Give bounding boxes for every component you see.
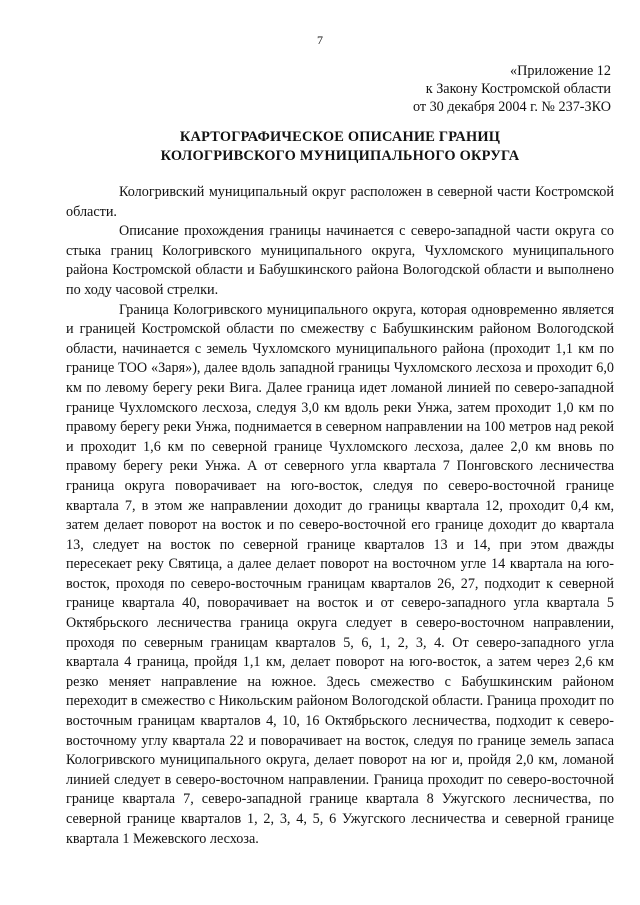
appendix-line-1: «Приложение 12 <box>510 63 611 79</box>
appendix-reference <box>413 62 611 116</box>
title-line-1: КАРТОГРАФИЧЕСКОЕ ОПИСАНИЕ ГРАНИЦ <box>179 129 501 145</box>
document-title <box>66 128 614 165</box>
page-number: 7 <box>317 33 323 47</box>
paragraph-boundary-description: Граница Кологривского муниципального округа, которая одновременно является и границей Костромской области по смежеству с Бабушкинским районом Вологодской области, начинается с земель Чухломского муниципального района (проходит 1,1 км по границе ТОО «Заря»), далее вдоль западной границы Чухломского лесхоза и проходит 6,0 км по левому берегу реки Вига. Далее граница идет ломаной линией по северо-западной границе Чухломского лесхоза, следуя 3,0 км вдоль реки Унжа, затем проходит 1,0 км по правому берегу реки Унжа, поднимается в северном направлении на 100 метров над рекой и проходит 1,6 км по северной границе Чухломского лесхоза, далее 2,0 км вновь по правому берегу реки Унжа. А от северного угла квартала 7 Понговского лесничества граница округа поворачивает на юго-восток, следуя по северо-восточной границе квартала 7, в этом же направлении доходит до границы квартала 12, проходит 0,4 км, затем делает поворот на восток и по северо-восточной его границе доходит до квартала 13, следует на восток по северной границе кварталов 13 и 14, при этом дважды пересекает реку Святица, а далее делает поворот на восточном угле 14 квартала на юго-восток, проходя по северо-восточным границам кварталов 26, 27, подходит к северной границе квартала 40, поворачивает на восток и от северо-западного угла квартала 5 Октябрьского лесничества граница округа следует в северо-восточном направлении, проходя по северным границам кварталов 5, 6, 1, 2, 3, 4. От северо-западного угла квартала 4 граница, пройдя 1,1 км, делает поворот на юго-восток, а затем через 2,6 км резко меняет направление на южное. Здесь смежество с Бабушкинским районом переходит в смежество с Никольским районом Вологодской области. Граница проходит по восточным границам кварталов 4, 10, 16 Октябрьского лесничества, подходит к северо-восточному углу квартала 22 и поворачивает на восток, следуя по границе земель запаса Кологривского муниципального округа, делает поворот на юг и, пройдя 2,0 км, ломаной линией следует в северо-восточном направлении. Граница проходит по северо-восточной границе квартала 7, северо-западной границе квартала 8 Ужугского лесничества, по северной границе кварталов 1, 2, 3, 4, 5, 6 Ужугского лесничества и северной границе квартала 1 Межевского лесхоза. <box>66 301 614 847</box>
appendix-line-2: к Закону Костромской области <box>425 81 611 97</box>
title-line-2: КОЛОГРИВСКОГО МУНИЦИПАЛЬНОГО ОКРУГА <box>160 147 520 164</box>
paragraph-description-start: Описание прохождения границы начинается с северо-западной части округа со стыка границ Кологривского муниципального округа, Чухломского муниципального района Костромской области и Бабушкинского района Вологодской области и выполнено по ходу часовой стрелки. <box>66 223 614 298</box>
paragraph-location: Кологривский муниципальный округ расположен в северной части Костромской области. <box>66 184 614 220</box>
document-body <box>66 183 614 849</box>
appendix-line-3: от 30 декабря 2004 г. № 237-ЗКО <box>412 99 611 115</box>
